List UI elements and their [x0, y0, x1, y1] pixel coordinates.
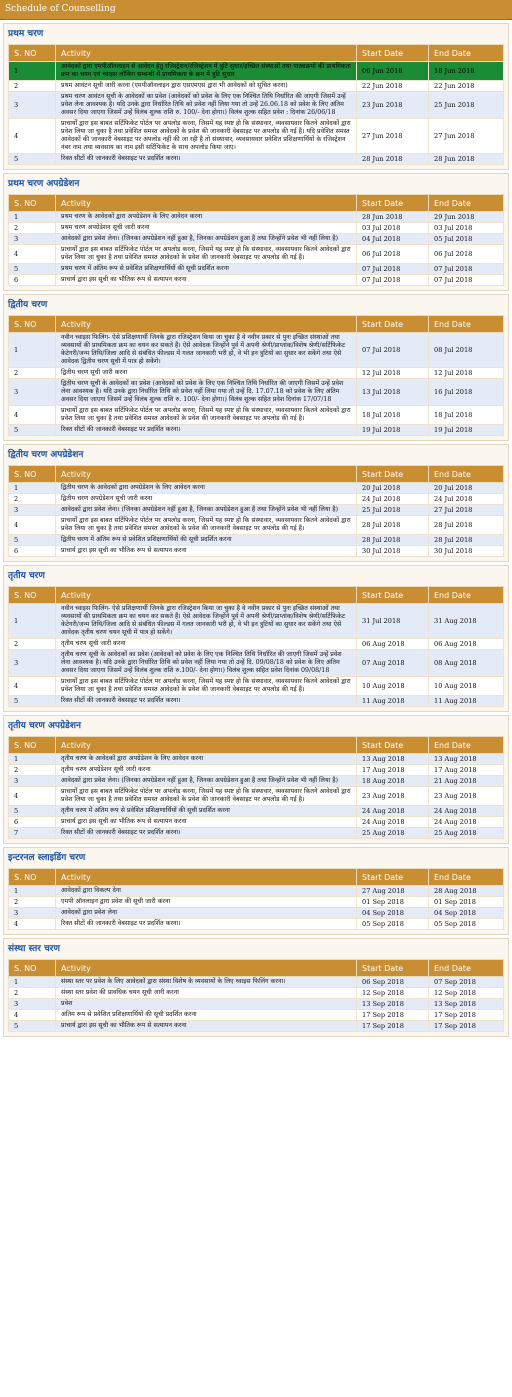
row-start-date: 28 Jun 2018	[357, 154, 429, 165]
row-number: 1	[9, 604, 56, 639]
row-start-date: 05 Sep 2018	[357, 919, 429, 930]
row-end-date: 12 Sep 2018	[429, 988, 504, 999]
row-activity: द्वितीय चरण सूची के आवेदकों का प्रवेश (आवेदकों को प्रवेश के लिए एक निश्चित तिथि निर्धारित की जाएगी जिसमें उन्हें प्रवेश लेना आवश्यक है। यदि उनके द्वारा निर्धारित तिथि को प्रवेश नहीं लिया गया तो उन्हें दि. 17.07.18 को प्रवेश के लिए अंतिम अवसर दिया जाएगा जिसमें उन्हें विलंब शुल्क राशि रु. 100/- देना होगा।) विलंब शुल्क सहित प्रवेश दिनांक 17/07/18	[56, 379, 357, 406]
row-activity: आवेदकों द्वारा प्रवेश लेना	[56, 908, 357, 919]
table-row	[9, 379, 504, 406]
row-end-date: 17 Sep 2018	[429, 1021, 504, 1032]
row-end-date: 11 Aug 2018	[429, 696, 504, 707]
row-number: 5	[9, 696, 56, 707]
column-header-activity: Activity	[56, 466, 357, 483]
row-end-date: 04 Sep 2018	[429, 908, 504, 919]
row-start-date: 28 Jun 2018	[357, 212, 429, 223]
table-row	[9, 546, 504, 557]
table-header-row	[9, 737, 504, 754]
table-header-row	[9, 466, 504, 483]
row-activity: प्रथम चरण आवंटन सूची के आवेदकों का प्रवेश (आवेदकों को प्रवेश के लिए एक निश्चित तिथि निर्धारित की जाएगी जिसमें उन्हें प्रवेश लेना आवश्यक है। यदि उनके द्वारा निर्धारित तिथि को प्रवेश नहीं लिया गया तो उन्हें 26.06.18 को प्रवेश के लिए अंतिम अवसर दिया जाएगा जिसमें उन्हें विलंब शुल्क राशि रु. 100/- देना होगा।) विलंब शुल्क सहित प्रवेश : दिनांक 26/06/18	[56, 92, 357, 119]
column-header-sno: S. NO	[9, 960, 56, 977]
row-end-date: 19 Jul 2018	[429, 425, 504, 436]
column-header-end-date: End Date	[429, 869, 504, 886]
row-end-date: 08 Jul 2018	[429, 333, 504, 368]
row-start-date: 06 Aug 2018	[357, 639, 429, 650]
column-header-start-date: Start Date	[357, 466, 429, 483]
table-row	[9, 535, 504, 546]
row-number: 5	[9, 154, 56, 165]
row-number: 1	[9, 483, 56, 494]
row-start-date: 28 Jul 2018	[357, 516, 429, 535]
row-activity: द्वितीय चरण के आवेदकों द्वारा अपग्रेडेशन के लिए आवेदन करना	[56, 483, 357, 494]
row-number: 3	[9, 776, 56, 787]
table-row	[9, 425, 504, 436]
row-start-date: 24 Jul 2018	[357, 494, 429, 505]
row-number: 3	[9, 92, 56, 119]
row-activity: प्राचार्य द्वारा इस सूची का भौतिक रूप से सत्यापन करना	[56, 1021, 357, 1032]
column-header-end-date: End Date	[429, 960, 504, 977]
section-title: तृतीय चरण	[8, 571, 45, 581]
table-row	[9, 787, 504, 806]
section-title: प्रथम चरण	[8, 29, 44, 39]
column-header-end-date: End Date	[429, 737, 504, 754]
table-row	[9, 81, 504, 92]
row-number: 5	[9, 806, 56, 817]
row-activity: प्रवेश	[56, 999, 357, 1010]
row-activity: द्वितीय चरण अपग्रेडेशन सूची जारी करना	[56, 494, 357, 505]
row-activity: तृतीय चरण सूची के आवेदकों का प्रवेश (आवेदकों को प्रवेश के लिए एक निश्चित तिथि निर्धारित की जाएगी जिसमें उन्हें प्रवेश लेना आवश्यक है। यदि उनके द्वारा निर्धारित तिथि को प्रवेश नहीं लिया गया तो उन्हें दि. 09/08/18 को प्रवेश के लिए अंतिम अवसर दिया जाएगा जिसमें उन्हें विलंब शुल्क राशि रु.100/- देना होगा।) विलंब शुल्क सहित प्रवेश दिनांक 09/08/18	[56, 650, 357, 677]
row-end-date: 30 Jul 2018	[429, 546, 504, 557]
row-end-date: 17 Aug 2018	[429, 765, 504, 776]
row-end-date: 10 Aug 2018	[429, 677, 504, 696]
row-end-date: 05 Jul 2018	[429, 234, 504, 245]
column-header-end-date: End Date	[429, 316, 504, 333]
row-start-date: 06 Jul 2018	[357, 245, 429, 264]
table-row	[9, 212, 504, 223]
row-activity: तृतीय चरण में अंतिम रूप से प्रवेशित प्रशिक्षणार्थियों की सूची प्रदर्शित करना	[56, 806, 357, 817]
row-start-date: 24 Aug 2018	[357, 806, 429, 817]
row-number: 4	[9, 119, 56, 154]
schedule-table	[8, 44, 504, 165]
row-start-date: 22 Jun 2018	[357, 81, 429, 92]
row-start-date: 04 Jul 2018	[357, 234, 429, 245]
column-header-start-date: Start Date	[357, 869, 429, 886]
row-activity: संस्था स्तर प्रवेश की प्रावधिक चयन सूची जारी करना	[56, 988, 357, 999]
row-activity: प्रथम चरण के आवेदकों द्वारा अपग्रेडेशन के लिए आवेदन करना	[56, 212, 357, 223]
row-end-date: 20 Jul 2018	[429, 483, 504, 494]
row-activity: आवेदकों द्वारा विकल्प देना	[56, 886, 357, 897]
row-number: 1	[9, 886, 56, 897]
row-end-date: 07 Jul 2018	[429, 275, 504, 286]
row-start-date: 18 Jul 2018	[357, 406, 429, 425]
table-row	[9, 1010, 504, 1021]
table-row	[9, 223, 504, 234]
table-header-row	[9, 587, 504, 604]
schedule-table	[8, 868, 504, 930]
row-number: 1	[9, 754, 56, 765]
row-activity: संस्था स्तर पर प्रवेश के लिए आवेदकों द्वारा संस्था विशेष के व्यवसायों के लिए च्वाइस फिलिंग करना।	[56, 977, 357, 988]
row-start-date: 06 Jun 2018	[357, 62, 429, 81]
column-header-sno: S. NO	[9, 737, 56, 754]
table-row	[9, 650, 504, 677]
row-number: 7	[9, 828, 56, 839]
row-end-date: 24 Aug 2018	[429, 817, 504, 828]
row-number: 6	[9, 275, 56, 286]
row-end-date: 05 Sep 2018	[429, 919, 504, 930]
column-header-sno: S. NO	[9, 316, 56, 333]
row-end-date: 18 Jun 2018	[429, 62, 504, 81]
row-end-date: 06 Jul 2018	[429, 245, 504, 264]
schedule-section	[3, 294, 509, 441]
column-header-sno: S. NO	[9, 45, 56, 62]
table-row	[9, 494, 504, 505]
section-title: द्वितीय चरण अपग्रेडेशन	[8, 450, 84, 460]
row-start-date: 06 Sep 2018	[357, 977, 429, 988]
row-start-date: 17 Sep 2018	[357, 1010, 429, 1021]
row-start-date: 31 Jul 2018	[357, 604, 429, 639]
table-row	[9, 999, 504, 1010]
row-end-date: 28 Jul 2018	[429, 516, 504, 535]
row-number: 5	[9, 1021, 56, 1032]
table-header-row	[9, 316, 504, 333]
table-row	[9, 154, 504, 165]
row-end-date: 21 Aug 2018	[429, 776, 504, 787]
row-activity: तृतीय चरण सूची जारी करना	[56, 639, 357, 650]
row-activity: तृतीय चरण के आवेदकों द्वारा अपग्रेडेशन के लिए आवेदन करना	[56, 754, 357, 765]
row-number: 1	[9, 977, 56, 988]
column-header-end-date: End Date	[429, 466, 504, 483]
row-activity: तृतीय चरण अपग्रेडेशन सूची जारी करना	[56, 765, 357, 776]
column-header-sno: S. NO	[9, 195, 56, 212]
table-row	[9, 505, 504, 516]
table-row	[9, 919, 504, 930]
row-end-date: 12 Jul 2018	[429, 368, 504, 379]
table-row	[9, 483, 504, 494]
row-activity: नवीन च्वाइस फिलिंग- ऐसे प्रशिक्षणार्थी जिनके द्वारा रजिस्ट्रेशन किया जा चुका है वे नवीन प्रकार से पुनः इच्छित संस्थाओं तथा व्यवसायों की प्राथमिकता क्रम का चयन कर सकते हैं। ऐसे आवेदक जिन्होंने पूर्व में अपनी श्रेणी/प्राप्तांक/विशेष श्रेणी/सर्टिफिकेट केटेगरी/जन्म तिथि/जिला आदि से संबंधित फील्डस में गलत जानकारी भरी हो, वे भी इन त्रुटियों का सुधार कर सकेंगे तथा ऐसे आवेदक तृतीय चरण चयन सूची में पात्र हो सकेंगे।	[56, 604, 357, 639]
row-end-date: 06 Aug 2018	[429, 639, 504, 650]
row-activity: आवेदकों द्वारा प्रवेश लेना। (जिनका अपग्रेडेशन नहीं हुआ है, जिनका अपग्रेडेशन हुआ है तथा जिन्होंने प्रवेश भी नहीं लिया है)	[56, 234, 357, 245]
row-number: 4	[9, 406, 56, 425]
row-activity: आवेदकों द्वारा एमपीऑनलाइन से आवेदन हेतु रजिस्ट्रेशन/रजिस्ट्रेशन में त्रुटि सुधार/इच्छित संस्थाओं तथा पाठ्यक्रमों की प्राथमिकता क्रम का चयन एवं च्वाइस लॉकिंग सम्बन्धी में प्राथमिकता के क्रम में त्रुटि सुधार	[56, 62, 357, 81]
section-title: द्वितीय चरण	[8, 300, 48, 310]
table-row	[9, 908, 504, 919]
row-number: 3	[9, 234, 56, 245]
row-activity: प्राचार्यों द्वारा इस बाबत सर्टिफिकेट पोर्टल पर अपलोड करना, जिसमें यह स्पष्ट हो कि संस्थावार, व्यवसायवार कितने आवेदकों द्वारा प्रवेश लिया जा चुका है तथा प्रवेशित समस्त आवेदकों के प्रवेश की जानकारी वेबसाइट पर अपलोड की गई है।	[56, 677, 357, 696]
column-header-sno: S. NO	[9, 587, 56, 604]
column-header-activity: Activity	[56, 195, 357, 212]
table-row	[9, 988, 504, 999]
row-activity: अंतिम रूप से प्रवेशित प्रशिक्षणार्थियों की सूची प्रदर्शित करना	[56, 1010, 357, 1021]
row-end-date: 25 Aug 2018	[429, 828, 504, 839]
table-row	[9, 368, 504, 379]
row-start-date: 07 Jul 2018	[357, 264, 429, 275]
row-number: 2	[9, 897, 56, 908]
row-number: 5	[9, 425, 56, 436]
row-start-date: 18 Aug 2018	[357, 776, 429, 787]
row-start-date: 19 Jul 2018	[357, 425, 429, 436]
table-row	[9, 406, 504, 425]
schedule-section	[3, 173, 509, 291]
row-start-date: 27 Aug 2018	[357, 886, 429, 897]
schedule-table	[8, 736, 504, 839]
column-header-start-date: Start Date	[357, 195, 429, 212]
row-start-date: 12 Sep 2018	[357, 988, 429, 999]
row-end-date: 07 Jul 2018	[429, 264, 504, 275]
schedule-section	[3, 23, 509, 170]
row-activity: नवीन च्वाइस फिलिंग- ऐसे प्रशिक्षणार्थी जिनके द्वारा रजिस्ट्रेशन किया जा चुका है वे नवीन प्रकार से पुनः इच्छित संस्थाओं तथा व्यवसायों की प्राथमिकता क्रम का चयन कर सकते हैं। ऐसे आवेदक जिन्होंने पूर्व में अपनी श्रेणी/प्राप्तांक/विशेष श्रेणी/सर्टिफिकेट केटेगरी/जन्म तिथि/जिला आदि से संबंधित फील्डस में गलत जानकारी भरी हो, वे भी इन त्रुटियों का सुधार कर सकेंगे तथा ऐसे आवेदक द्वितीय चरण सूची में पात्र हो सकेंगे।	[56, 333, 357, 368]
row-end-date: 24 Jul 2018	[429, 494, 504, 505]
table-row	[9, 234, 504, 245]
row-start-date: 11 Aug 2018	[357, 696, 429, 707]
row-end-date: 13 Sep 2018	[429, 999, 504, 1010]
row-activity: प्रथम चरण अपग्रेडेशन सूची जारी करना	[56, 223, 357, 234]
section-title: तृतीय चरण अपग्रेडेशन	[8, 721, 81, 731]
column-header-end-date: End Date	[429, 587, 504, 604]
column-header-start-date: Start Date	[357, 737, 429, 754]
column-header-activity: Activity	[56, 316, 357, 333]
row-activity: प्राचार्यों द्वारा इस बाबत सर्टिफिकेट पोर्टल पर अपलोड करना, जिसमें यह स्पष्ट हो कि संस्थावार, व्यवसायवार कितने आवेदकों द्वारा प्रवेश लिया जा चुका है तथा प्रवेशित समस्त आवेदकों के प्रवेश की जानकारी वेबसाइट पर अपलोड की गई है। यदि प्रवेशित समस्त आवेदकों की जानकारी वेबसाइट पर अपलोड नहीं की जा रही है तो संस्थावार, व्यवसायवार प्रवेशित प्रशिक्षणार्थियों के रजिस्ट्रेशन नंबर नाम तथा व्यवसाय का नाम इसी सर्टिफिकेट के साथ अपलोड किया जाए।	[56, 119, 357, 154]
row-end-date: 27 Jun 2018	[429, 119, 504, 154]
table-row	[9, 677, 504, 696]
row-number: 2	[9, 81, 56, 92]
table-row	[9, 776, 504, 787]
row-activity: रिक्त सीटों की जानकारी वेबसाइट पर प्रदर्शित करना।	[56, 919, 357, 930]
row-start-date: 25 Aug 2018	[357, 828, 429, 839]
row-start-date: 13 Sep 2018	[357, 999, 429, 1010]
row-start-date: 27 Jun 2018	[357, 119, 429, 154]
schedule-table	[8, 194, 504, 286]
row-number: 2	[9, 223, 56, 234]
column-header-end-date: End Date	[429, 195, 504, 212]
row-number: 5	[9, 264, 56, 275]
row-end-date: 08 Aug 2018	[429, 650, 504, 677]
row-activity: रिक्त सीटों की जानकारी वेबसाइट पर प्रदर्शित करना।	[56, 154, 357, 165]
row-end-date: 23 Aug 2018	[429, 787, 504, 806]
row-end-date: 03 Jul 2018	[429, 223, 504, 234]
schedule-container	[0, 20, 512, 1040]
table-row	[9, 817, 504, 828]
row-number: 4	[9, 516, 56, 535]
column-header-activity: Activity	[56, 45, 357, 62]
row-number: 3	[9, 505, 56, 516]
table-header-row	[9, 45, 504, 62]
table-header-row	[9, 195, 504, 212]
table-header-row	[9, 869, 504, 886]
row-activity: प्रथम चरण में अंतिम रूप से प्रवेशित प्रशिक्षणार्थियों की सूची प्रदर्शित करना	[56, 264, 357, 275]
table-row	[9, 333, 504, 368]
row-start-date: 25 Jul 2018	[357, 505, 429, 516]
schedule-table	[8, 586, 504, 707]
table-row	[9, 245, 504, 264]
schedule-section	[3, 565, 509, 712]
table-row	[9, 639, 504, 650]
column-header-sno: S. NO	[9, 466, 56, 483]
row-start-date: 23 Jun 2018	[357, 92, 429, 119]
schedule-table	[8, 465, 504, 557]
row-activity: रिक्त सीटों की जानकारी वेबसाइट पर प्रदर्शित करना।	[56, 696, 357, 707]
row-activity: प्राचार्यों द्वारा इस बाबत सर्टिफिकेट पोर्टल पर अपलोड करना, जिसमें यह स्पष्ट हो कि संस्थावार, व्यवसायवार कितने आवेदकों द्वारा प्रवेश लिया जा चुका है तथा प्रवेशित समस्त आवेदकों के प्रवेश की जानकारी वेबसाइट पर अपलोड की गई है।	[56, 406, 357, 425]
row-start-date: 07 Jul 2018	[357, 275, 429, 286]
table-row	[9, 828, 504, 839]
row-start-date: 28 Jul 2018	[357, 535, 429, 546]
column-header-start-date: Start Date	[357, 316, 429, 333]
schedule-table	[8, 315, 504, 436]
row-start-date: 30 Jul 2018	[357, 546, 429, 557]
row-number: 4	[9, 245, 56, 264]
schedule-table	[8, 959, 504, 1032]
row-end-date: 29 Jun 2018	[429, 212, 504, 223]
row-activity: प्राचार्यों द्वारा इस बाबत सर्टिफिकेट पोर्टल पर अपलोड करना, जिसमें यह स्पष्ट हो कि संस्थावार, व्यवसायवार कितने आवेदकों द्वारा प्रवेश लिया जा चुका है तथा प्रवेशित समस्त आवेदकों के प्रवेश की जानकारी वेबसाइट पर अपलोड की गई है।	[56, 787, 357, 806]
row-number: 4	[9, 787, 56, 806]
row-number: 3	[9, 999, 56, 1010]
row-number: 3	[9, 379, 56, 406]
row-number: 2	[9, 765, 56, 776]
row-activity: प्रथम आवंटन सूची जारी करना (एमपीऑनलाइन द्वारा एसएमएस द्वारा भी आवेदकों को सूचित करना)	[56, 81, 357, 92]
row-activity: प्राचार्यों द्वारा इस बाबत सर्टिफिकेट पोर्टल पर अपलोड करना, जिसमें यह स्पष्ट हो कि संस्थावार, व्यवसायवार कितने आवेदकों द्वारा प्रवेश लिया जा चुका है तथा प्रवेशित समस्त आवेदकों के प्रवेश की जानकारी वेबसाइट पर अपलोड की गई है।	[56, 245, 357, 264]
section-title: इन्टरनल स्लाइडिंग चरण	[8, 853, 86, 863]
row-end-date: 27 Jul 2018	[429, 505, 504, 516]
row-start-date: 20 Jul 2018	[357, 483, 429, 494]
row-end-date: 28 Aug 2018	[429, 886, 504, 897]
row-end-date: 28 Jul 2018	[429, 535, 504, 546]
row-end-date: 22 Jun 2018	[429, 81, 504, 92]
row-activity: द्वितीय चरण सूची जारी करना	[56, 368, 357, 379]
row-activity: रिक्त सीटों की जानकारी वेबसाइट पर प्रदर्शित करना।	[56, 425, 357, 436]
row-number: 4	[9, 677, 56, 696]
table-header-row	[9, 960, 504, 977]
schedule-section	[3, 715, 509, 844]
row-activity: प्राचार्य द्वारा इस सूची का भौतिक रूप से सत्यापन करना	[56, 275, 357, 286]
table-row	[9, 754, 504, 765]
row-start-date: 07 Jul 2018	[357, 333, 429, 368]
column-header-end-date: End Date	[429, 45, 504, 62]
schedule-section	[3, 847, 509, 935]
row-start-date: 04 Sep 2018	[357, 908, 429, 919]
column-header-activity: Activity	[56, 587, 357, 604]
row-activity: द्वितीय चरण में अंतिम रूप से प्रवेशित प्रशिक्षणार्थियों की सूची प्रदर्शित करना	[56, 535, 357, 546]
row-activity: प्राचार्य द्वारा इस सूची का भौतिक रूप से सत्यापन करना	[56, 817, 357, 828]
row-activity: एमपी ऑनलाइन द्वारा प्रवेश की सूची जारी करना	[56, 897, 357, 908]
row-end-date: 25 Jun 2018	[429, 92, 504, 119]
row-end-date: 17 Sep 2018	[429, 1010, 504, 1021]
column-header-activity: Activity	[56, 869, 357, 886]
table-row	[9, 897, 504, 908]
row-start-date: 13 Jul 2018	[357, 379, 429, 406]
section-title: प्रथम चरण अपग्रेडेशन	[8, 179, 80, 189]
column-header-activity: Activity	[56, 737, 357, 754]
row-end-date: 13 Aug 2018	[429, 754, 504, 765]
table-row	[9, 119, 504, 154]
table-row	[9, 806, 504, 817]
row-start-date: 12 Jul 2018	[357, 368, 429, 379]
row-activity: आवेदकों द्वारा प्रवेश लेना। (जिनका अपग्रेडेशन नहीं हुआ है, जिनका अपग्रेडेशन हुआ है तथा जिन्होंने प्रवेश भी नहीं लिया है)	[56, 505, 357, 516]
row-start-date: 13 Aug 2018	[357, 754, 429, 765]
section-title: संस्था स्तर चरण	[8, 944, 60, 954]
table-row	[9, 765, 504, 776]
row-start-date: 07 Aug 2018	[357, 650, 429, 677]
row-start-date: 03 Jul 2018	[357, 223, 429, 234]
row-number: 4	[9, 919, 56, 930]
row-activity: प्राचार्य द्वारा इस सूची का भौतिक रूप से सत्यापन करना	[56, 546, 357, 557]
row-end-date: 07 Sep 2018	[429, 977, 504, 988]
row-start-date: 17 Sep 2018	[357, 1021, 429, 1032]
table-row	[9, 696, 504, 707]
schedule-section	[3, 444, 509, 562]
table-row	[9, 264, 504, 275]
row-number: 2	[9, 368, 56, 379]
column-header-start-date: Start Date	[357, 45, 429, 62]
table-row	[9, 92, 504, 119]
row-number: 1	[9, 212, 56, 223]
row-start-date: 10 Aug 2018	[357, 677, 429, 696]
row-end-date: 31 Aug 2018	[429, 604, 504, 639]
schedule-section	[3, 938, 509, 1037]
table-row	[9, 1021, 504, 1032]
row-number: 5	[9, 535, 56, 546]
column-header-sno: S. NO	[9, 869, 56, 886]
row-end-date: 28 Jun 2018	[429, 154, 504, 165]
row-start-date: 17 Aug 2018	[357, 765, 429, 776]
row-number: 2	[9, 494, 56, 505]
column-header-start-date: Start Date	[357, 587, 429, 604]
row-start-date: 23 Aug 2018	[357, 787, 429, 806]
row-start-date: 01 Sep 2018	[357, 897, 429, 908]
row-end-date: 24 Aug 2018	[429, 806, 504, 817]
row-number: 6	[9, 817, 56, 828]
row-number: 6	[9, 546, 56, 557]
row-number: 1	[9, 333, 56, 368]
column-header-activity: Activity	[56, 960, 357, 977]
row-number: 1	[9, 62, 56, 81]
table-row	[9, 62, 504, 81]
row-number: 3	[9, 908, 56, 919]
table-row	[9, 604, 504, 639]
row-end-date: 16 Jul 2018	[429, 379, 504, 406]
table-row	[9, 516, 504, 535]
row-activity: आवेदकों द्वारा प्रवेश लेना। (जिनका अपग्रेडेशन नहीं हुआ है, जिनका अपग्रेडेशन हुआ है तथा जिन्होंने प्रवेश भी नहीं लिया है)	[56, 776, 357, 787]
column-header-start-date: Start Date	[357, 960, 429, 977]
row-activity: प्राचार्यों द्वारा इस बाबत सर्टिफिकेट पोर्टल पर अपलोड करना, जिसमें यह स्पष्ट हो कि संस्थावार, व्यवसायवार कितने आवेदकों द्वारा प्रवेश लिया जा चुका है तथा प्रवेशित समस्त आवेदकों के प्रवेश की जानकारी वेबसाइट पर अपलोड की गई है।	[56, 516, 357, 535]
table-row	[9, 275, 504, 286]
row-end-date: 01 Sep 2018	[429, 897, 504, 908]
page-title: Schedule of Counselling	[0, 0, 512, 20]
row-number: 2	[9, 988, 56, 999]
row-activity: रिक्त सीटों की जानकारी वेबसाइट पर प्रदर्शित करना।	[56, 828, 357, 839]
table-row	[9, 886, 504, 897]
row-number: 2	[9, 639, 56, 650]
row-end-date: 18 Jul 2018	[429, 406, 504, 425]
row-start-date: 24 Aug 2018	[357, 817, 429, 828]
row-number: 3	[9, 650, 56, 677]
table-row	[9, 977, 504, 988]
row-number: 4	[9, 1010, 56, 1021]
